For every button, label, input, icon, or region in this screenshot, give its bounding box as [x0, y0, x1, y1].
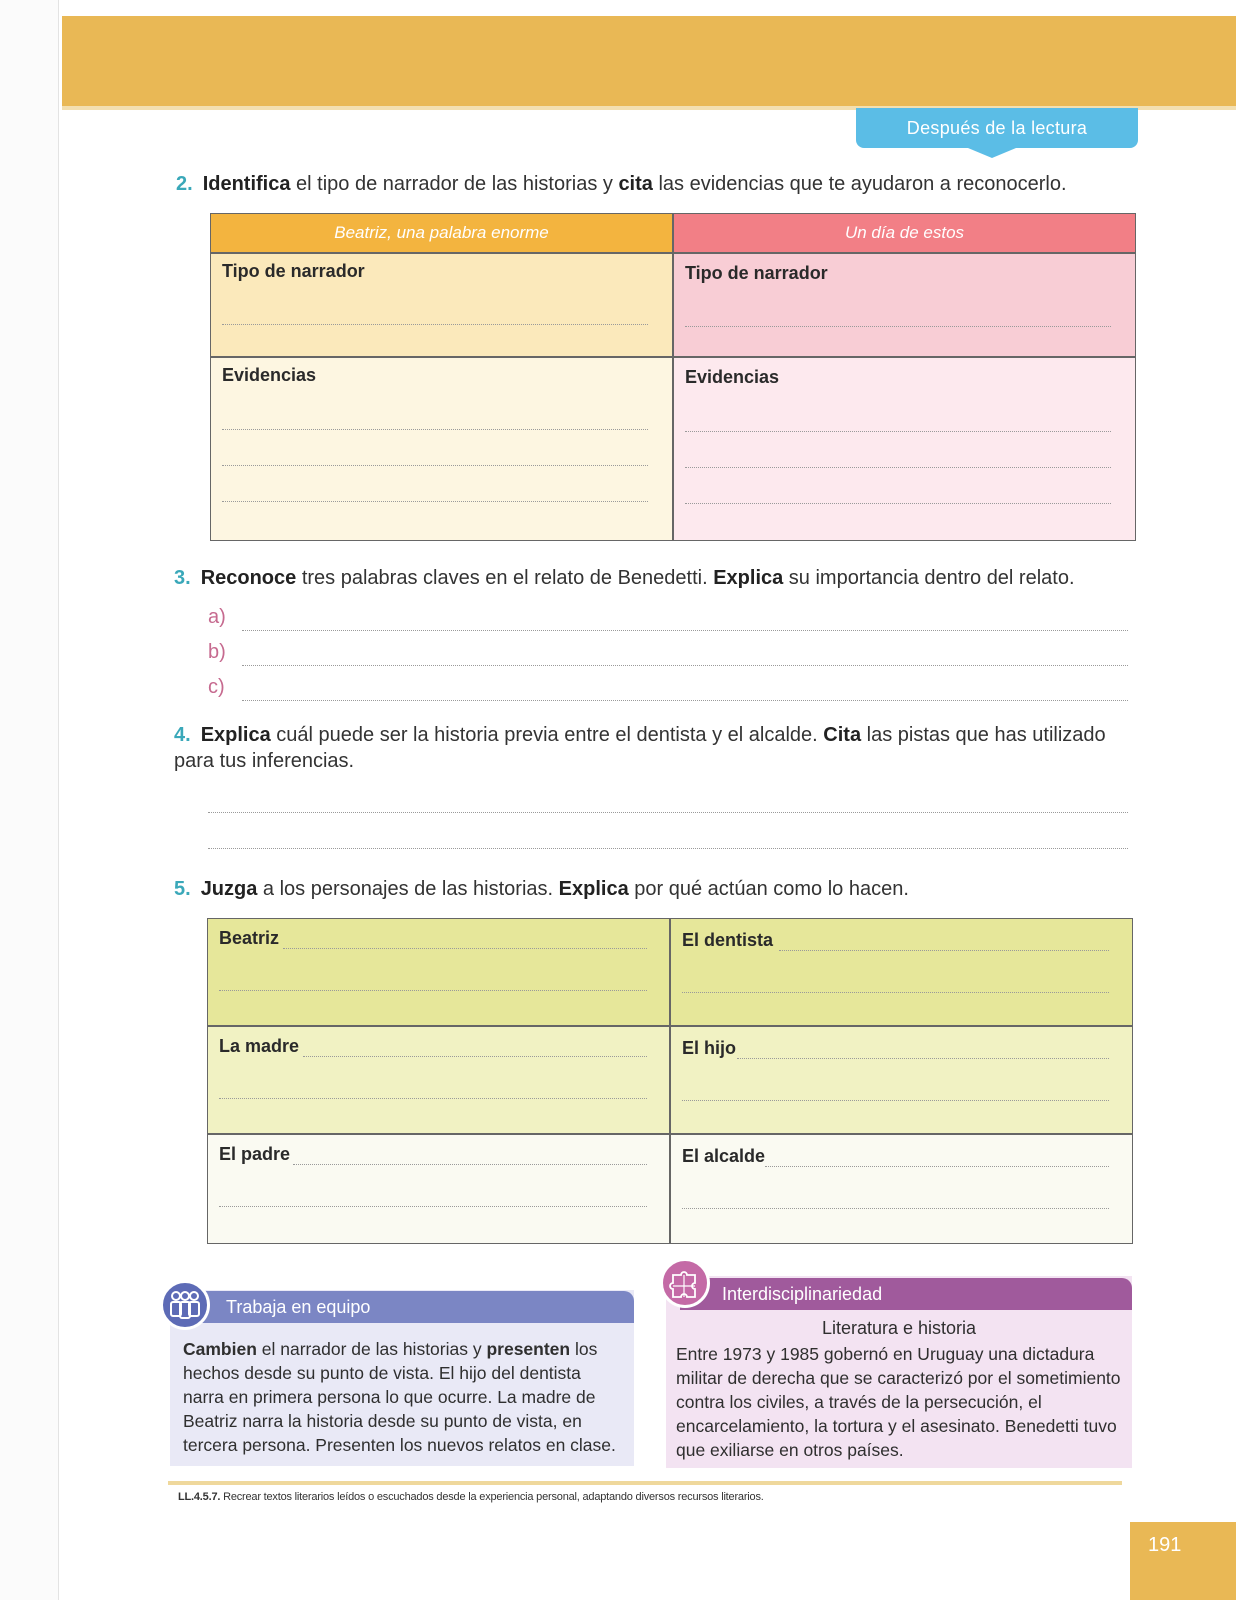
question-verb: Identifica — [202, 173, 291, 195]
interdisciplinary-text: Entre 1973 y 1985 gobernó en Uruguay una dictadura militar de derecha que se caracterizó por el sometimiento contra los civiles, a través de la persecución, el encarcelamiento, la tortura y el asesinato. Benedetti tuvo que exiliarse en otros países. — [676, 1344, 1121, 1460]
page-edge — [0, 0, 59, 1600]
question-verb: Explica — [200, 724, 271, 746]
answer-line — [222, 465, 648, 466]
question-text: a los personajes de las historias. — [257, 878, 559, 900]
footer-text: Recrear textos literarios leídos o escuchados desde la experiencia personal, adaptando diversos recursos literarios. — [220, 1491, 764, 1503]
teamwork-text-part: el narrador de las historias y — [256, 1339, 487, 1359]
answer-line — [303, 1056, 647, 1057]
top-banner — [62, 16, 1236, 106]
answer-line-b[interactable] — [242, 665, 1128, 666]
question-verb: Explica — [558, 878, 629, 900]
curriculum-code — [178, 1491, 764, 1503]
interdisciplinary-header — [680, 1278, 1132, 1310]
teamwork-header — [186, 1291, 634, 1323]
section-tab-label: Después de la lectura — [906, 117, 1088, 138]
question-number: 5. — [174, 878, 191, 900]
question-number: 2. — [176, 173, 193, 195]
question-3 — [174, 565, 1075, 591]
answer-line — [222, 324, 648, 325]
label-tipo-narrador: Tipo de narrador — [222, 261, 365, 281]
label-beatriz: Beatriz — [219, 928, 280, 948]
question-number: 4. — [174, 724, 191, 746]
section-tab — [856, 108, 1138, 148]
label-tipo-narrador: Tipo de narrador — [685, 263, 828, 283]
answer-line — [283, 948, 647, 949]
question-number: 3. — [174, 567, 191, 589]
puzzle-icon — [660, 1258, 710, 1308]
page-number — [1130, 1522, 1236, 1600]
teamwork-title: Trabaja en equipo — [226, 1296, 371, 1317]
answer-line — [779, 950, 1109, 951]
answer-line — [685, 503, 1111, 504]
answer-line[interactable] — [208, 848, 1128, 849]
item-letter-b: b) — [208, 641, 226, 663]
answer-line — [293, 1164, 647, 1165]
answer-line[interactable] — [208, 812, 1128, 813]
label-el-padre: El padre — [219, 1144, 291, 1164]
answer-line — [682, 992, 1109, 993]
label-la-madre: La madre — [219, 1036, 300, 1056]
answer-line — [765, 1166, 1109, 1167]
answer-line-a[interactable] — [242, 630, 1128, 631]
question-text: las evidencias que te ayudaron a reconocerlo. — [652, 173, 1067, 195]
table-header-beatriz: Beatriz, una palabra enorme — [210, 213, 673, 253]
teamwork-text — [183, 1337, 623, 1457]
answer-line — [219, 1098, 647, 1099]
question-text: el tipo de narrador de las historias y — [290, 173, 619, 195]
question-text: cuál puede ser la historia previa entre el dentista y el alcalde. — [270, 724, 824, 746]
answer-line — [685, 326, 1111, 327]
answer-line — [737, 1058, 1109, 1059]
answer-line-c[interactable] — [242, 700, 1128, 701]
teamwork-verb: presenten — [486, 1339, 571, 1359]
answer-line — [685, 431, 1111, 432]
question-verb: Explica — [713, 567, 784, 589]
question-text: tres palabras claves en el relato de Benedetti. — [296, 567, 714, 589]
answer-line — [222, 429, 648, 430]
narrator-table — [210, 213, 1136, 541]
footer-rule — [168, 1481, 1122, 1485]
item-letter-c: c) — [208, 676, 225, 698]
answer-line — [222, 501, 648, 502]
question-2 — [176, 171, 1067, 197]
question-verb: Cita — [823, 724, 862, 746]
teamwork-text-part: los hechos desde su punto de vista. El hijo del dentista narra en primera persona lo que ocurre. La madre de Beatriz narra la historia desde su punto de vista, en tercera persona. Presenten los nuevos relatos en clase. — [183, 1339, 616, 1455]
answer-line — [219, 1206, 647, 1207]
page-number-text: 191 — [1148, 1534, 1182, 1556]
answer-line — [219, 990, 647, 991]
answer-line — [682, 1100, 1109, 1101]
interdisciplinary-title: Interdisciplinariedad — [722, 1283, 883, 1304]
teamwork-verb: Cambien — [183, 1339, 257, 1359]
answer-line — [682, 1208, 1109, 1209]
question-verb: cita — [618, 173, 653, 195]
table-header-un-dia: Un día de estos — [673, 213, 1136, 253]
question-text: por qué actúan como lo hacen. — [628, 878, 909, 900]
question-text: las pistas que has utilizado para tus inferencias. — [174, 724, 1106, 772]
question-4 — [174, 722, 1140, 774]
label-el-alcalde: El alcalde — [682, 1146, 766, 1166]
question-verb: Reconoce — [200, 567, 297, 589]
question-5 — [174, 876, 909, 902]
label-evidencias: Evidencias — [685, 367, 780, 387]
group-icon — [160, 1280, 210, 1330]
characters-table — [207, 918, 1133, 1244]
question-verb: Juzga — [200, 878, 258, 900]
table-cell[interactable] — [670, 1026, 1133, 1134]
answer-line — [685, 467, 1111, 468]
footer-code: LL.4.5.7. — [178, 1491, 221, 1503]
label-el-dentista: El dentista — [682, 930, 774, 950]
label-el-hijo: El hijo — [682, 1038, 736, 1058]
item-letter-a: a) — [208, 606, 226, 628]
interdisciplinary-subtitle: Literatura e historia — [821, 1318, 977, 1338]
label-evidencias: Evidencias — [222, 365, 317, 385]
question-text: su importancia dentro del relato. — [783, 567, 1075, 589]
